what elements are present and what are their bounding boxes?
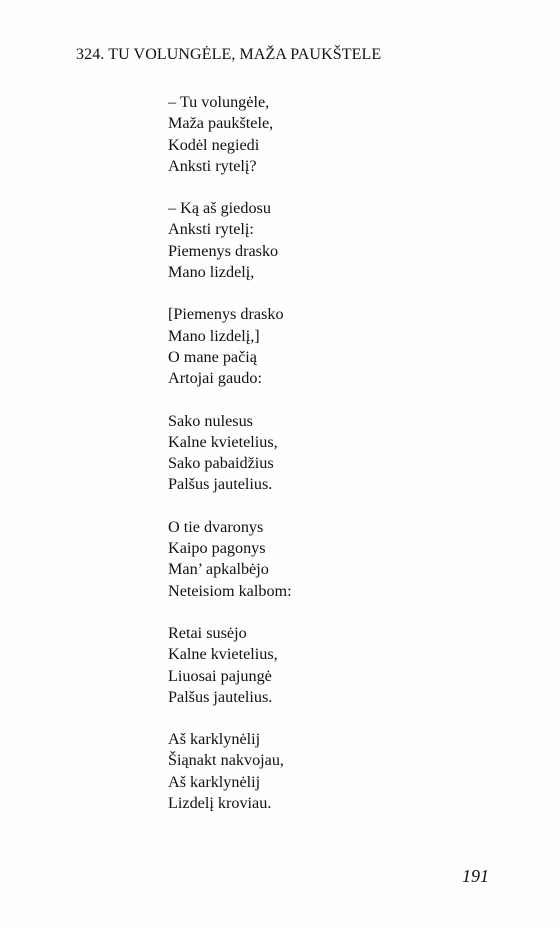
stanza [168,304,468,389]
poem-line: Mano lizdelį,] [168,326,260,345]
poem-line: Palšus jautelius. [168,687,273,706]
poem-line: – Tu volungėle, [168,93,270,111]
poem-line: Liuosai pajungė [168,666,272,685]
poem-line: Aš karklynėlij [168,772,261,791]
stanza [168,623,468,708]
poem-line: – Ką aš giedosu [168,199,271,218]
poem-line: Kodėl negiedi [168,135,260,154]
poem-line: Neteisiom kalbom: [168,581,292,600]
poem-line: Kalne kvietelius, [168,432,278,451]
page-title: 324. TU VOLUNGĖLE, MAŽA PAUKŠTELE [76,46,382,63]
poem-line: Mano lizdelį, [168,263,255,282]
poem-body [168,92,468,835]
poem-line: Anksti rytelį: [168,220,254,239]
poem-line: Man’ apkalbėjo [168,560,269,579]
poem-line: Aš karklynėlij [168,730,261,749]
poem-line: Anksti rytelį? [168,156,257,175]
poem-line: Artojai gaudo: [168,369,262,388]
poem-line: Palšus jautelius. [168,475,273,494]
poem-line: Piemenys drasko [168,241,279,260]
poem-line: Šiąnakt nakvojau, [168,751,284,770]
poem-line: Maža paukštele, [168,114,274,133]
poem-line: Lizdelį kroviau. [168,794,272,813]
stanza [168,517,468,602]
stanza [168,729,468,814]
page-number: 191 [462,866,489,886]
stanza [168,198,468,283]
poem-line: Kaipo pagonys [168,539,266,558]
stanza [168,411,468,496]
poem-line: O tie dvaronys [168,517,264,536]
poem-line: [Piemenys drasko [168,305,284,324]
poem-line: Sako pabaidžius [168,454,274,473]
poem-line: O mane pačią [168,347,257,366]
stanza [168,92,468,177]
poem-line: Retai susėjo [168,623,247,642]
poem-line: Kalne kvietelius, [168,645,278,664]
poem-line: Sako nulesus [168,411,253,430]
